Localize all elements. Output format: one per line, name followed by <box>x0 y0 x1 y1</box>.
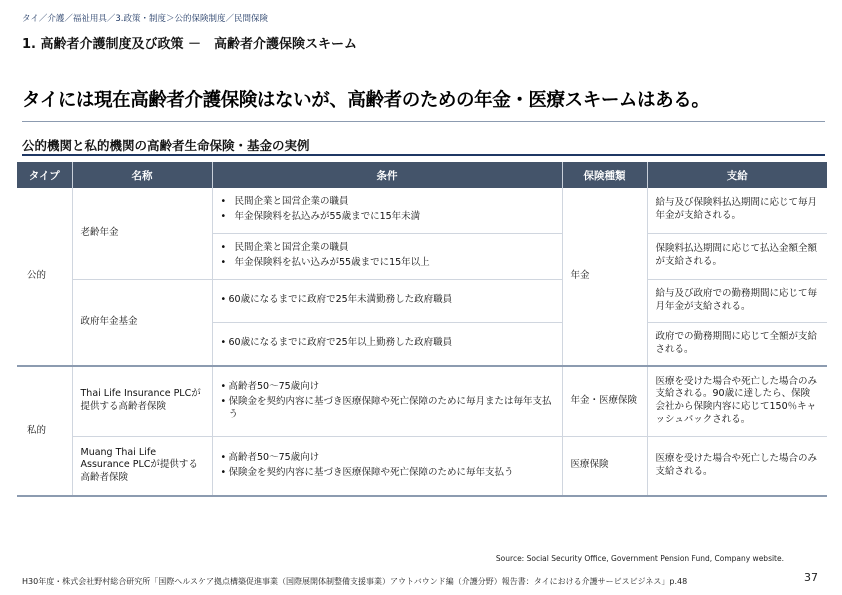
name-cell-thai-life: Thai Life Insurance PLCが提供する高齢者保険 <box>72 366 212 436</box>
condition-text: 年金保険料を払込みが55歳までに15年未満 <box>234 211 421 223</box>
payment-cell: 保険料払込期間に応じて払込金額全額が支給される。 <box>647 233 827 279</box>
condition-text: 保険金を契約内容に基づき医療保障や死亡保障のために毎月または毎年支払う <box>228 395 552 420</box>
condition-cell <box>212 322 562 366</box>
table-header-row <box>17 162 827 188</box>
condition-cell <box>212 366 562 436</box>
payment-cell: 医療を受けた場合や死亡した場合のみ支給される。 <box>647 436 827 496</box>
name-cell-muang-thai: Muang Thai Life Assurance PLCが提供する高齢者保険 <box>72 436 212 496</box>
type-cell-private: 私的 <box>17 366 72 496</box>
condition-bullet: • 年金保険料を払い込みが55歳までに15年以上 <box>220 257 430 268</box>
table-row <box>17 436 827 496</box>
table-row <box>17 188 827 233</box>
header-type: タイプ <box>17 162 72 188</box>
condition-text: 民間企業と国営企業の職員 <box>234 242 349 254</box>
condition-bullet: • 保険金を契約内容に基づき医療保障や死亡保障のために毎年支払う <box>220 466 514 478</box>
insurance-type-cell: 医療保険 <box>562 436 647 496</box>
footer-citation: H30年度・株式会社野村総合研究所「国際ヘルスケア拠点構築促進事業（国際展開体制整備支援事業）アウトバウンド編（介護分野）報告書：タイにおける介護サービスビジネス」p.48 <box>22 577 688 586</box>
condition-text: 民間企業と国営企業の職員 <box>234 196 349 208</box>
insurance-type-cell-pension: 年金 <box>562 188 647 366</box>
condition-text: 高齢者50～75歳向け <box>228 451 320 463</box>
condition-cell <box>212 233 562 279</box>
breadcrumb[interactable]: タイ／介護／福祉用具／3.政策・制度＞公的保険制度／民間保険 <box>22 14 268 24</box>
condition-cell <box>212 279 562 322</box>
payment-cell: 給与及び政府での勤務期間に応じて毎月年金が支給される。 <box>647 279 827 322</box>
insurance-type-cell: 年金・医療保険 <box>562 366 647 436</box>
table-subheading: 公的機関と私的機関の高齢者生命保険・基金の実例 <box>22 138 310 153</box>
condition-bullet: • 60歳になるまでに政府で25年以上勤務した政府職員 <box>220 337 453 349</box>
condition-bullet: • 高齢者50～75歳向け <box>220 381 320 393</box>
payment-cell: 給与及び保険料払込期間に応じて毎月年金が支給される。 <box>655 197 818 222</box>
condition-bullet: • 民間企業と国営企業の職員 <box>220 196 349 208</box>
condition-bullet: • 年金保険料を払込みが55歳までに15年未満 <box>220 211 421 223</box>
condition-bullet: • 60歳になるまでに政府で25年未満勤務した政府職員 <box>220 294 453 306</box>
condition-text: 60歳になるまでに政府で25年未満勤務した政府職員 <box>228 294 453 306</box>
header-insurance-type: 保険種類 <box>562 162 647 188</box>
header-condition: 条件 <box>212 162 562 188</box>
name-cell-government-pension-fund: 政府年金基金 <box>72 279 212 366</box>
table-row <box>17 279 827 322</box>
type-cell-public: 公的 <box>17 188 72 366</box>
insurance-table <box>17 162 827 497</box>
table-row <box>17 366 827 436</box>
condition-text: 高齢者50～75歳向け <box>228 381 320 393</box>
payment-cell: 医療を受けた場合や死亡した場合のみ支給される。90歳に達したら、保険会社から保険内容に応じて150％キャッシュバックされる。 <box>655 375 818 426</box>
page-number: 37 <box>804 571 818 584</box>
headline: タイには現在高齢者介護保険はないが、高齢者のための年金・医療スキームはある。 <box>22 90 710 111</box>
condition-text: 60歳になるまでに政府で25年以上勤務した政府職員 <box>228 337 453 349</box>
section-title: 1. 高齢者介護制度及び政策 － 高齢者介護保険スキーム <box>22 37 358 52</box>
condition-text: 年金保険料を払い込みが55歳までに15年以上 <box>234 257 430 268</box>
condition-bullet: • 保険金を契約内容に基づき医療保障や死亡保障のために毎月または毎年支払う <box>220 395 552 420</box>
header-name: 名称 <box>72 162 212 188</box>
payment-cell: 政府での勤務期間に応じて全額が支給される。 <box>647 322 827 366</box>
condition-bullet: • 高齢者50～75歳向け <box>220 451 320 463</box>
condition-cell <box>212 188 562 233</box>
divider <box>22 121 825 122</box>
condition-cell <box>212 436 562 496</box>
header-payment: 支給 <box>647 162 827 188</box>
condition-bullet: • 民間企業と国営企業の職員 <box>220 242 349 254</box>
subheading-rule <box>22 154 825 156</box>
source-note: Source: Social Security Office, Government Pension Fund, Company website. <box>495 554 784 563</box>
name-cell-old-age-pension: 老齢年金 <box>72 188 212 279</box>
condition-text: 保険金を契約内容に基づき医療保障や死亡保障のために毎年支払う <box>228 466 514 478</box>
